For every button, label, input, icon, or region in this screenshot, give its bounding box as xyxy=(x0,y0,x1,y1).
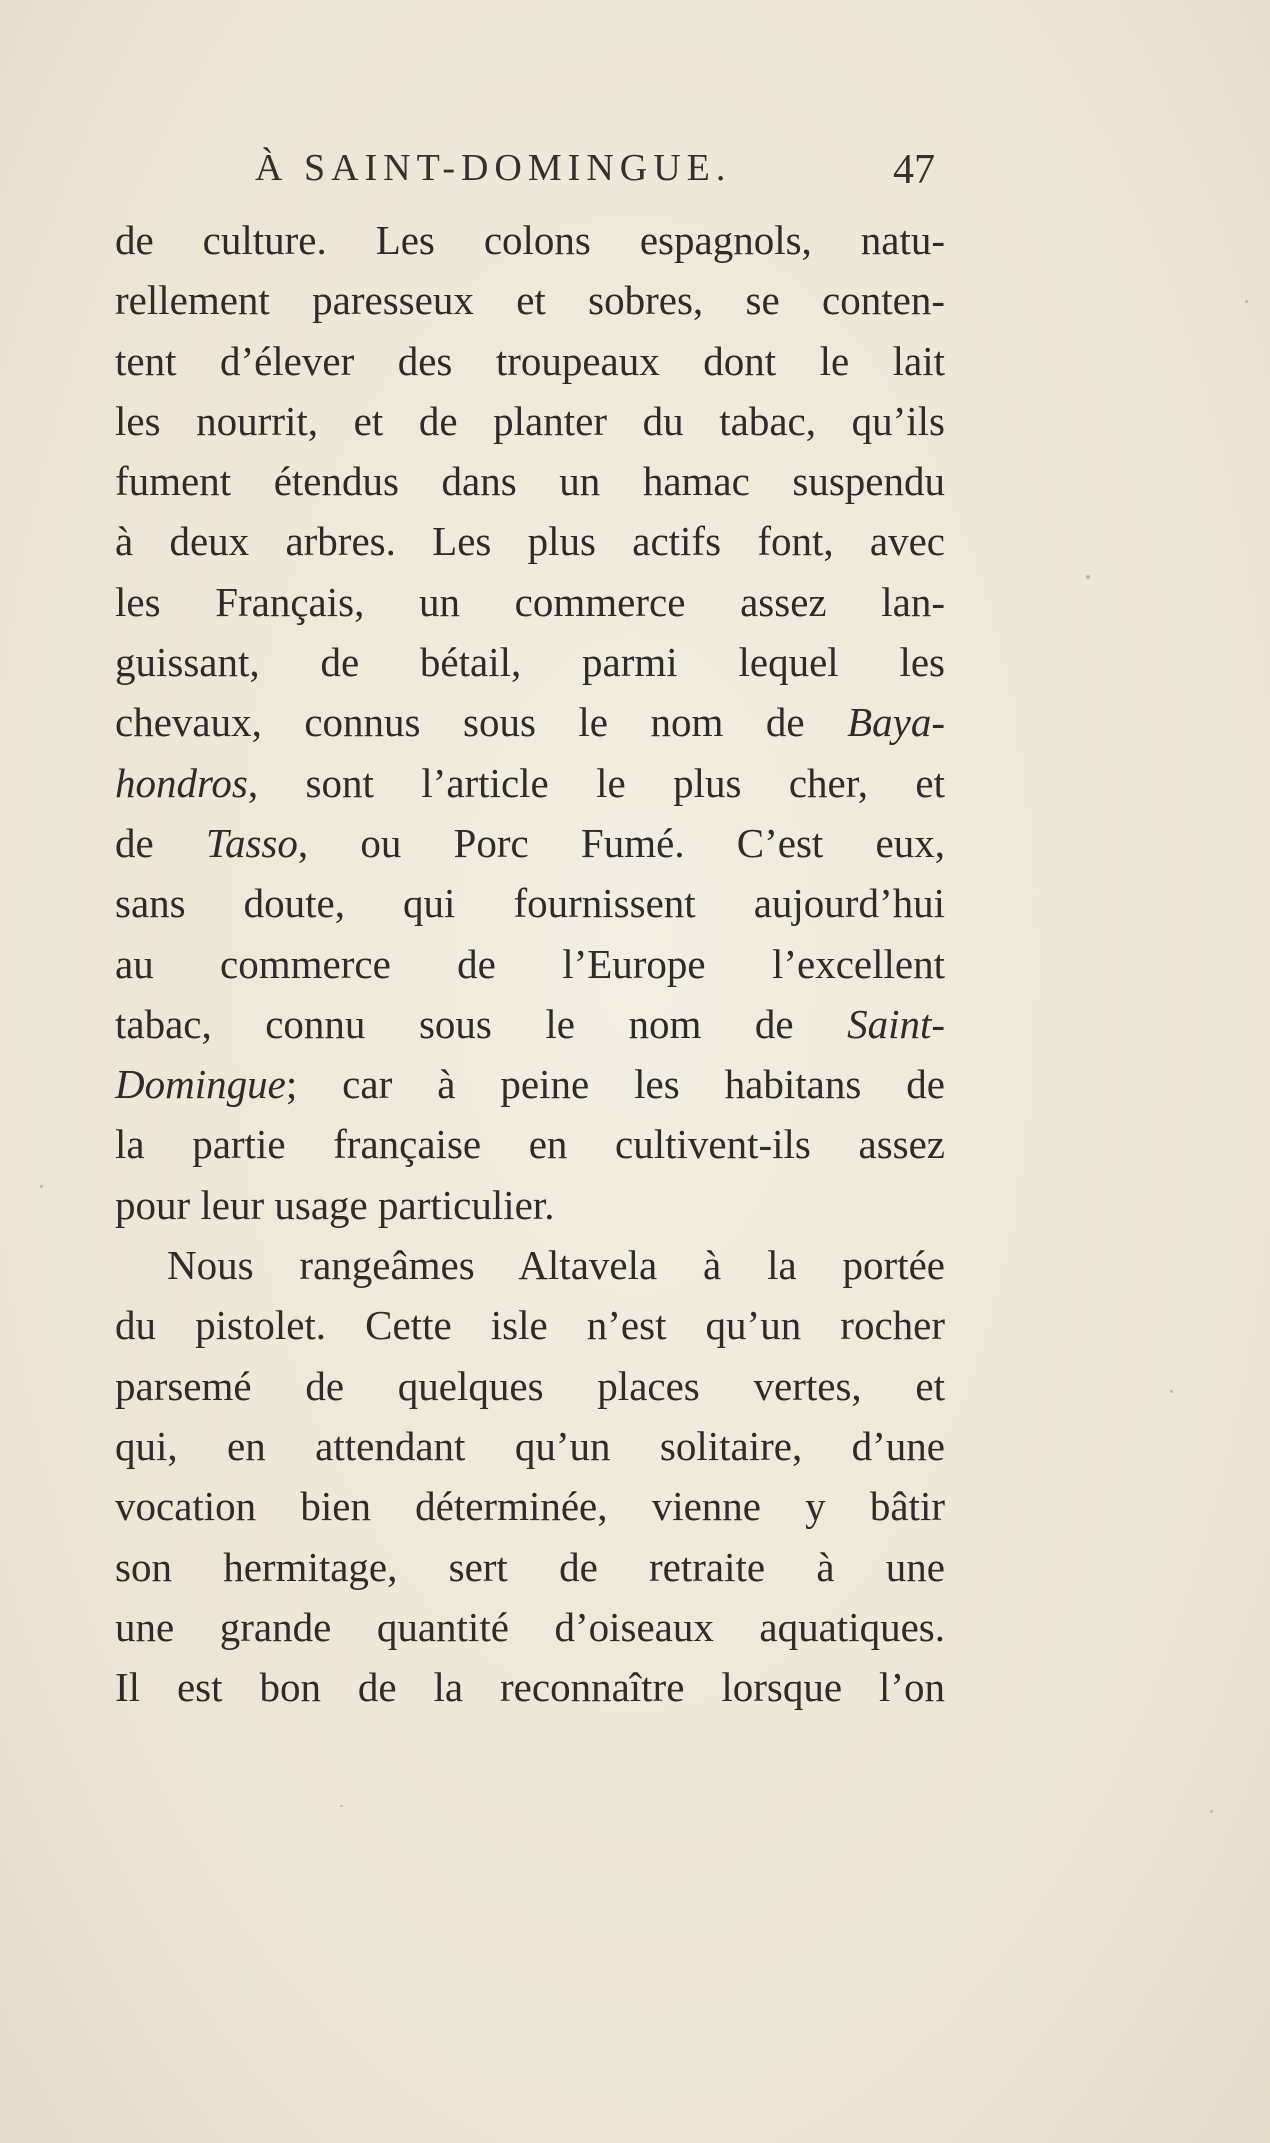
paper-speck xyxy=(340,1805,343,1807)
page-header xyxy=(255,140,935,200)
text-line xyxy=(115,753,945,813)
text-segment: qui, en attendant qu’un solitaire, d’une xyxy=(115,1422,945,1469)
text-segment: de culture. Les colons espagnols, natu- xyxy=(115,217,945,263)
text-line xyxy=(115,391,945,451)
text-line xyxy=(115,994,945,1054)
text-segment: vocation bien déterminée, vienne y bâtir xyxy=(115,1483,945,1530)
text-segment: sans doute, qui fournissent aujourd’hui xyxy=(115,880,945,927)
text-segment: pour leur usage particulier. xyxy=(115,1181,555,1228)
text-segment: du pistolet. Cette isle n’est qu’un rocher xyxy=(115,1302,945,1349)
text-line xyxy=(115,210,945,270)
text-segment: tent d’élever des troupeaux dont le lait xyxy=(115,337,945,384)
text-segment: la partie française en cultivent-ils assez xyxy=(115,1121,945,1168)
text-line xyxy=(115,1657,945,1717)
running-title: À SAINT-DOMINGUE. xyxy=(255,147,732,189)
text-line xyxy=(115,1295,945,1355)
text-line xyxy=(115,813,945,873)
text-line xyxy=(115,572,945,632)
text-line xyxy=(115,511,945,571)
text-segment: , ou Porc Fumé. C’est eux, xyxy=(297,819,945,866)
text-segment: parsemé de quelques places vertes, et xyxy=(115,1362,945,1409)
paper-speck xyxy=(1245,300,1248,303)
text-segment: rellement paresseux et sobres, se conten- xyxy=(115,277,945,324)
text-segment: guissant, de bétail, parmi lequel les xyxy=(115,639,945,686)
text-segment: ; car à peine les habitans de xyxy=(285,1061,945,1108)
text-segment: Nous rangeâmes Altavela à la portée xyxy=(167,1242,945,1289)
text-line xyxy=(115,1235,945,1295)
paper-speck xyxy=(40,1185,43,1188)
italic-term: Saint- xyxy=(847,1000,945,1047)
text-line xyxy=(115,1114,945,1174)
italic-term: hondros xyxy=(115,759,248,806)
text-line xyxy=(115,1597,945,1657)
text-segment: son hermitage, sert de retraite à une xyxy=(115,1543,945,1590)
text-line xyxy=(115,1054,945,1114)
text-segment: tabac, connu sous le nom de xyxy=(115,1000,848,1047)
text-segment: , sont l’article le plus cher, et xyxy=(247,759,945,806)
italic-term: Domingue xyxy=(115,1061,286,1108)
text-segment: les Français, un commerce assez lan- xyxy=(115,578,945,625)
text-line xyxy=(115,270,945,330)
text-segment: fument étendus dans un hamac suspendu xyxy=(115,458,945,505)
paper-speck xyxy=(1210,1810,1213,1813)
text-segment: au commerce de l’Europe l’excellent xyxy=(115,940,945,987)
text-line xyxy=(115,1175,945,1235)
text-line xyxy=(115,1416,945,1476)
body-text xyxy=(115,210,945,1717)
text-line xyxy=(115,934,945,994)
text-line xyxy=(115,1356,945,1416)
italic-term: Baya- xyxy=(847,699,945,746)
text-segment: de xyxy=(115,819,206,866)
text-line xyxy=(115,331,945,391)
text-line xyxy=(115,1537,945,1597)
text-line xyxy=(115,451,945,511)
text-line xyxy=(115,1476,945,1536)
text-segment: chevaux, connus sous le nom de xyxy=(115,699,848,746)
text-line xyxy=(115,692,945,752)
italic-term: Tasso xyxy=(205,819,298,866)
paper-speck xyxy=(1170,1390,1173,1393)
text-segment: à deux arbres. Les plus actifs font, avec xyxy=(115,518,945,565)
text-line xyxy=(115,873,945,933)
text-segment: une grande quantité d’oiseaux aquatiques. xyxy=(115,1603,945,1650)
page-number: 47 xyxy=(893,147,935,193)
paper-speck xyxy=(1086,575,1090,579)
text-segment: les nourrit, et de planter du tabac, qu’ils xyxy=(115,397,945,444)
text-segment: Il est bon de la reconnaître lorsque l’on xyxy=(115,1664,945,1711)
text-line xyxy=(115,632,945,692)
